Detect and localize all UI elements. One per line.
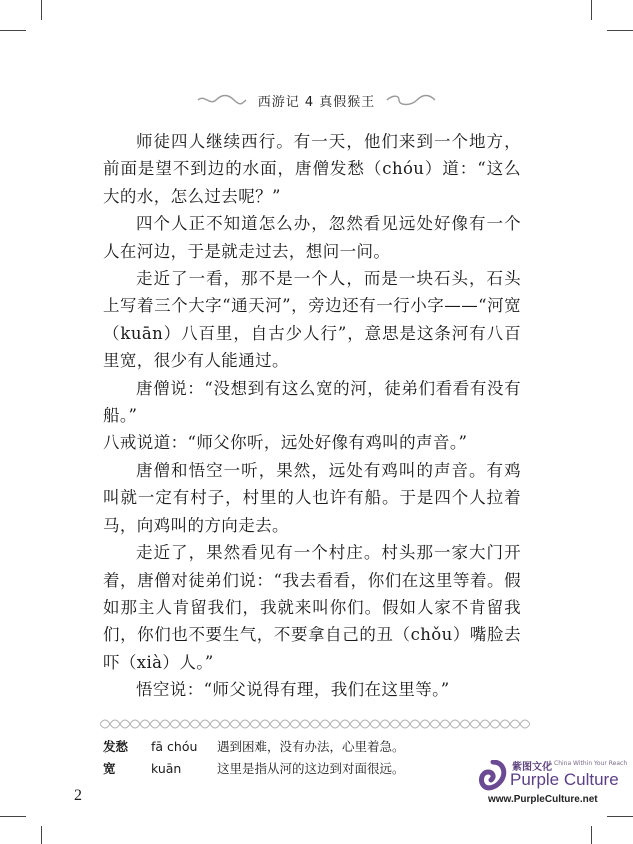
paragraph: 走近了一看，那不是一个人，而是一块石头，石头上写着三个大字“通天河”，旁边还有一行小字——“河宽（kuān）八百里，自古少人行”，意思是这条河有八百里宽，很少有人能通过。: [103, 269, 521, 371]
glossary-definition: 遇到困难，没有办法，心里着急。: [217, 739, 405, 754]
crop-mark-bottom-left-h: [0, 816, 26, 817]
running-header: [0, 88, 633, 112]
paragraph: 悟空说：“师父说得有理，我们在这里等。”: [136, 680, 450, 700]
crop-mark-bottom-right-v: [591, 826, 592, 844]
header-title: 西游记 4 真假猴王: [257, 94, 376, 110]
ornamental-divider: [100, 716, 530, 732]
watermark-tagline: A China Within Your Reach: [548, 760, 628, 767]
paragraph: 走近了，果然看见有一个村庄。村头那一家大门开着，唐僧对徒弟们说：“我去看看，你们在这里等着。假如那主人肯留我们，我就来叫你们。假如人家不肯留我们，你们也不要生气，不要拿自己的丑（chǒu）嘴脸去吓（xià）人。”: [103, 543, 521, 672]
paragraph: 师徒四人继续西行。有一天，他们来到一个地方，前面是望不到边的水面，唐僧发愁（chóu）道：“这么大的水，怎么过去呢？”: [103, 132, 521, 206]
crop-mark-top-left-v: [41, 0, 42, 20]
glossary-term: 宽: [103, 761, 116, 776]
story-body: [103, 128, 521, 704]
page-number: 2: [74, 787, 82, 804]
paragraph: 四个人正不知道怎么办，忽然看见远处好像有一个人在河边，于是就走过去，想问一问。: [103, 214, 521, 261]
crop-mark-top-left-h: [0, 30, 26, 31]
left-ornament-icon: [196, 94, 248, 106]
watermark-chinese-name: 紫图文化: [512, 762, 552, 773]
watermark-url: www.PurpleCulture.net: [488, 794, 598, 805]
glossary-entry: [103, 736, 523, 758]
crop-mark-top-right-h: [607, 30, 633, 31]
glossary-term: 发愁: [103, 739, 129, 754]
crop-mark-top-right-v: [591, 0, 592, 20]
purple-culture-watermark: [478, 758, 628, 818]
right-ornament-icon: [385, 94, 437, 106]
crop-mark-bottom-left-v: [41, 826, 42, 844]
paragraph: 唐僧说：“没想到有这么宽的河，徒弟们看看有没有船。”: [103, 378, 521, 426]
watermark-brand: Purple Culture: [510, 770, 619, 789]
paragraph: 唐僧和悟空一听，果然，远处有鸡叫的声音。有鸡叫就一定有村子，村里的人也许有船。于是四个人拉着马，向鸡叫的方向走去。: [103, 460, 521, 535]
glossary-definition: 这里是指从河的这边到对面很远。: [217, 761, 405, 776]
vocabulary-glossary: [103, 736, 523, 780]
purple-culture-logo-icon: [478, 760, 508, 792]
glossary-pinyin: fā chóu: [151, 739, 198, 754]
glossary-entry: [103, 758, 523, 780]
glossary-pinyin: kuān: [151, 761, 182, 776]
paragraph: 八戒说道：“师父你听，远处好像有鸡叫的声音。”: [103, 433, 468, 453]
